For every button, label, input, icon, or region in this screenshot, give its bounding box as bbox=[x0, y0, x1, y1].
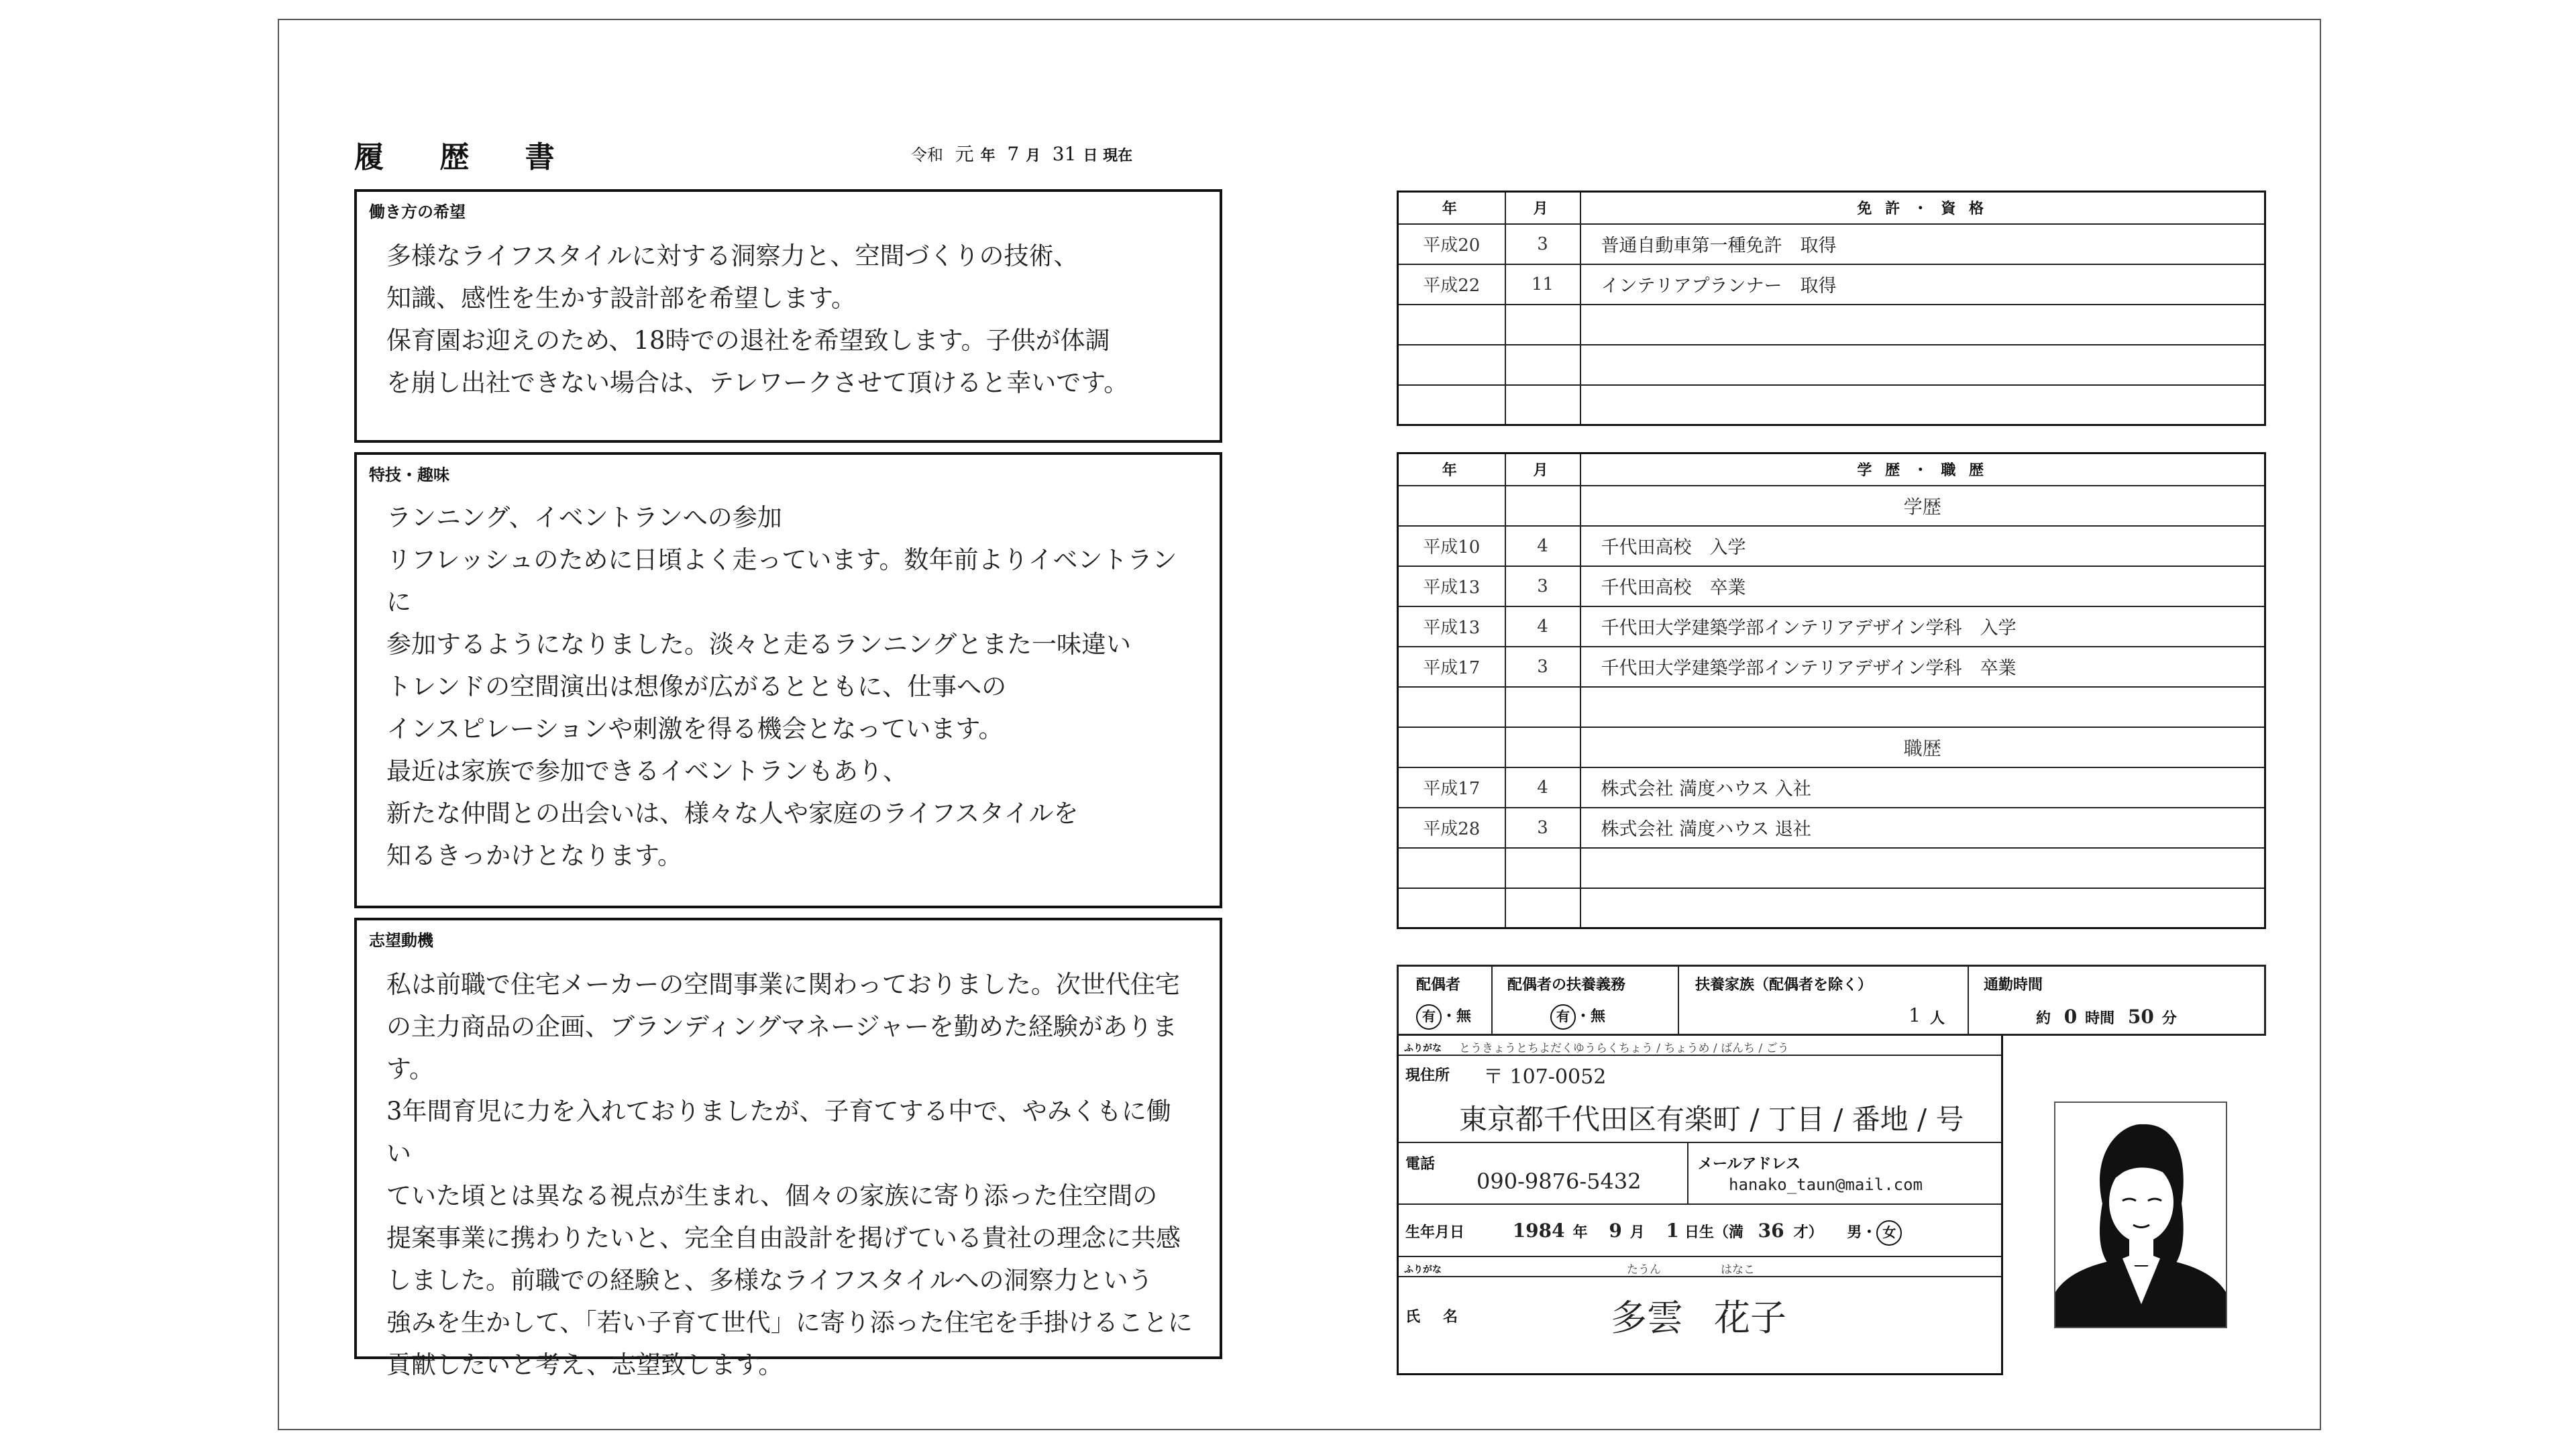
resume-sheet bbox=[278, 19, 2321, 1430]
table-row[interactable] bbox=[1398, 848, 2265, 888]
address-row[interactable]: 現住所 〒 107-0052 東京都千代田区有楽町 / 丁目 / 番地 / 号 bbox=[1399, 1056, 2001, 1143]
skills-hobbies-text[interactable]: ランニング、イベントランへの参加 リフレッシュのために日頃よく走っています。数年前よりイベントランに 参加するようになりました。淡々と走るランニングとまた一味違い トレンドの空間演出は想像が広がるとともに、仕事への インスピレーションや刺激を得る機会となっています。 最近は家族で参加できるイベントランもあり、 新たな仲間との出会いは、様々な人や家庭のライフスタイルを 知るきっかけとなります。 bbox=[386, 503, 1177, 870]
date-month[interactable]: 7 bbox=[1007, 143, 1020, 165]
licenses-table bbox=[1397, 191, 2266, 426]
work-style-box[interactable] bbox=[354, 189, 1222, 443]
name-given[interactable]: 花子 bbox=[1714, 1297, 1786, 1339]
personal-info-block bbox=[1397, 1036, 2003, 1375]
name-furigana-given[interactable]: はなこ bbox=[1721, 1263, 1755, 1277]
spouse-yes[interactable]: 有 bbox=[1416, 1004, 1442, 1030]
commute-minutes[interactable]: 50 bbox=[2127, 1006, 2154, 1028]
table-row[interactable] bbox=[1398, 345, 2265, 385]
address-value[interactable]: 東京都千代田区有楽町 / 丁目 / 番地 / 号 bbox=[1459, 1103, 1964, 1136]
spouse-support-cell[interactable]: 配偶者の扶養義務 有 ・無 bbox=[1493, 967, 1679, 1034]
dependents-count[interactable]: 1 bbox=[1909, 1004, 1921, 1026]
dependents-cell[interactable]: 扶養家族（配偶者を除く） 1 人 bbox=[1679, 967, 1969, 1034]
table-row[interactable]: 平成22 11 インテリアプランナー 取得 bbox=[1398, 264, 2265, 305]
date-era: 令和 bbox=[911, 146, 943, 164]
support-yes[interactable]: 有 bbox=[1550, 1004, 1576, 1030]
motivation-label: 志望動機 bbox=[369, 931, 433, 950]
birth-month[interactable]: 9 bbox=[1609, 1220, 1622, 1242]
birth-label: 生年月日 bbox=[1405, 1224, 1465, 1241]
table-row[interactable] bbox=[1398, 486, 2265, 526]
phone-cell[interactable]: 電話 090-9876-5432 bbox=[1399, 1143, 1688, 1203]
section-work: 職歴 bbox=[1580, 727, 2265, 767]
date-day[interactable]: 31 bbox=[1052, 143, 1077, 165]
table-header-row bbox=[1398, 453, 2265, 486]
birth-year[interactable]: 1984 bbox=[1512, 1220, 1565, 1242]
table-row[interactable]: 平成13 3 千代田高校 卒業 bbox=[1398, 566, 2265, 606]
id-photo[interactable] bbox=[2054, 1102, 2227, 1328]
work-style-text[interactable]: 多様なライフスタイルに対する洞察力と、空間づくりの技術、 知識、感性を生かす設計部を希望します。 保育園お迎えのため、18時での退社を希望致します。子供が体調 を崩し出社できない場合は、テレワークさせて頂けると幸いです。 bbox=[386, 241, 1129, 397]
family-commute-row bbox=[1397, 965, 2266, 1036]
age[interactable]: 36 bbox=[1758, 1220, 1784, 1242]
gender-male[interactable]: 男 bbox=[1847, 1224, 1862, 1241]
table-row[interactable]: 平成17 3 千代田大学建築学部インテリアデザイン学科 卒業 bbox=[1398, 647, 2265, 687]
name-family[interactable]: 多雲 bbox=[1611, 1297, 1683, 1339]
motivation-text[interactable]: 私は前職で住宅メーカーの空間事業に関わっておりました。次世代住宅 の主力商品の企画、ブランディングマネージャーを勤めた経験があります。 3年間育児に力を入れておりましたが、子育てする中で、やみくもに働い ていた頃とは異なる視点が生まれ、個々の家族に寄り添った住空間の 提案事業に携わりたいと、完全自由設計を掲げている貴社の理念に共感 しました。前職での経験と、多様なライフスタイルへの洞察力という 強みを生かして、「若い子育て世代」に寄り添った住宅を手掛けることに 貢献したいと考え、志望致します。 bbox=[386, 970, 1193, 1379]
header-license: 免 許 ・ 資 格 bbox=[1580, 192, 2265, 224]
birth-row[interactable]: 生年月日 1984 年 9 月 1 日生（満 36 才） 男・ 女 bbox=[1399, 1205, 2001, 1257]
table-row[interactable] bbox=[1398, 385, 2265, 425]
phone-value[interactable]: 090-9876-5432 bbox=[1477, 1169, 1642, 1194]
document-title: 履 歴 書 bbox=[354, 140, 578, 174]
postal-code[interactable]: 〒 107-0052 bbox=[1483, 1065, 1607, 1089]
email-value[interactable]: hanako_taun@mail.com bbox=[1729, 1175, 1923, 1194]
address-furigana-row[interactable]: ふりがな とうきょうとちよだくゆうらくちょう / ちょうめ / ばんち / ごう bbox=[1399, 1036, 2001, 1056]
history-table bbox=[1397, 452, 2266, 929]
email-cell[interactable]: メールアドレス hanako_taun@mail.com bbox=[1698, 1156, 1923, 1194]
name-furigana-row[interactable]: ふりがな たうん はなこ bbox=[1399, 1257, 2001, 1277]
table-row[interactable] bbox=[1398, 305, 2265, 345]
commute-hours[interactable]: 0 bbox=[2063, 1006, 2078, 1028]
header-month: 月 bbox=[1505, 453, 1580, 486]
header-history: 学 歴 ・ 職 歴 bbox=[1580, 453, 2265, 486]
document-date: 令和 元 年 7 月 31 日 現在 bbox=[911, 143, 1133, 165]
person-photo-icon bbox=[2055, 1103, 2226, 1327]
header-month: 月 bbox=[1505, 192, 1580, 224]
table-row[interactable]: 平成13 4 千代田大学建築学部インテリアデザイン学科 入学 bbox=[1398, 606, 2265, 647]
name-furigana-family[interactable]: たうん bbox=[1627, 1263, 1661, 1277]
header-year: 年 bbox=[1398, 192, 1505, 224]
table-row[interactable] bbox=[1398, 727, 2265, 767]
spouse-cell[interactable]: 配偶者 有 ・無 bbox=[1399, 967, 1493, 1034]
table-header-row bbox=[1398, 192, 2265, 224]
header-year: 年 bbox=[1398, 453, 1505, 486]
contact-row bbox=[1399, 1143, 2001, 1205]
table-row[interactable] bbox=[1398, 687, 2265, 727]
motivation-box[interactable] bbox=[354, 918, 1222, 1379]
skills-hobbies-box[interactable] bbox=[354, 452, 1222, 908]
table-row[interactable]: 平成20 3 普通自動車第一種免許 取得 bbox=[1398, 224, 2265, 264]
date-suffix: 現在 bbox=[1103, 148, 1133, 164]
work-style-label: 働き方の希望 bbox=[369, 203, 466, 221]
table-row[interactable]: 平成10 4 千代田高校 入学 bbox=[1398, 526, 2265, 566]
section-education: 学歴 bbox=[1580, 486, 2265, 526]
table-row[interactable]: 平成28 3 株式会社 満度ハウス 退社 bbox=[1398, 808, 2265, 848]
date-year[interactable]: 元 bbox=[955, 143, 974, 165]
skills-hobbies-label: 特技・趣味 bbox=[369, 466, 449, 484]
table-row[interactable] bbox=[1398, 888, 2265, 928]
table-row[interactable]: 平成17 4 株式会社 満度ハウス 入社 bbox=[1398, 767, 2265, 808]
birth-day[interactable]: 1 bbox=[1666, 1220, 1679, 1242]
commute-cell[interactable]: 通勤時間 約 0 時間 50 分 bbox=[1984, 977, 2177, 1028]
address-furigana[interactable]: とうきょうとちよだくゆうらくちょう / ちょうめ / ばんち / ごう bbox=[1459, 1042, 1789, 1055]
name-row[interactable]: 氏 名 多雲 花子 bbox=[1399, 1277, 2001, 1351]
gender-female[interactable]: 女 bbox=[1876, 1220, 1902, 1246]
